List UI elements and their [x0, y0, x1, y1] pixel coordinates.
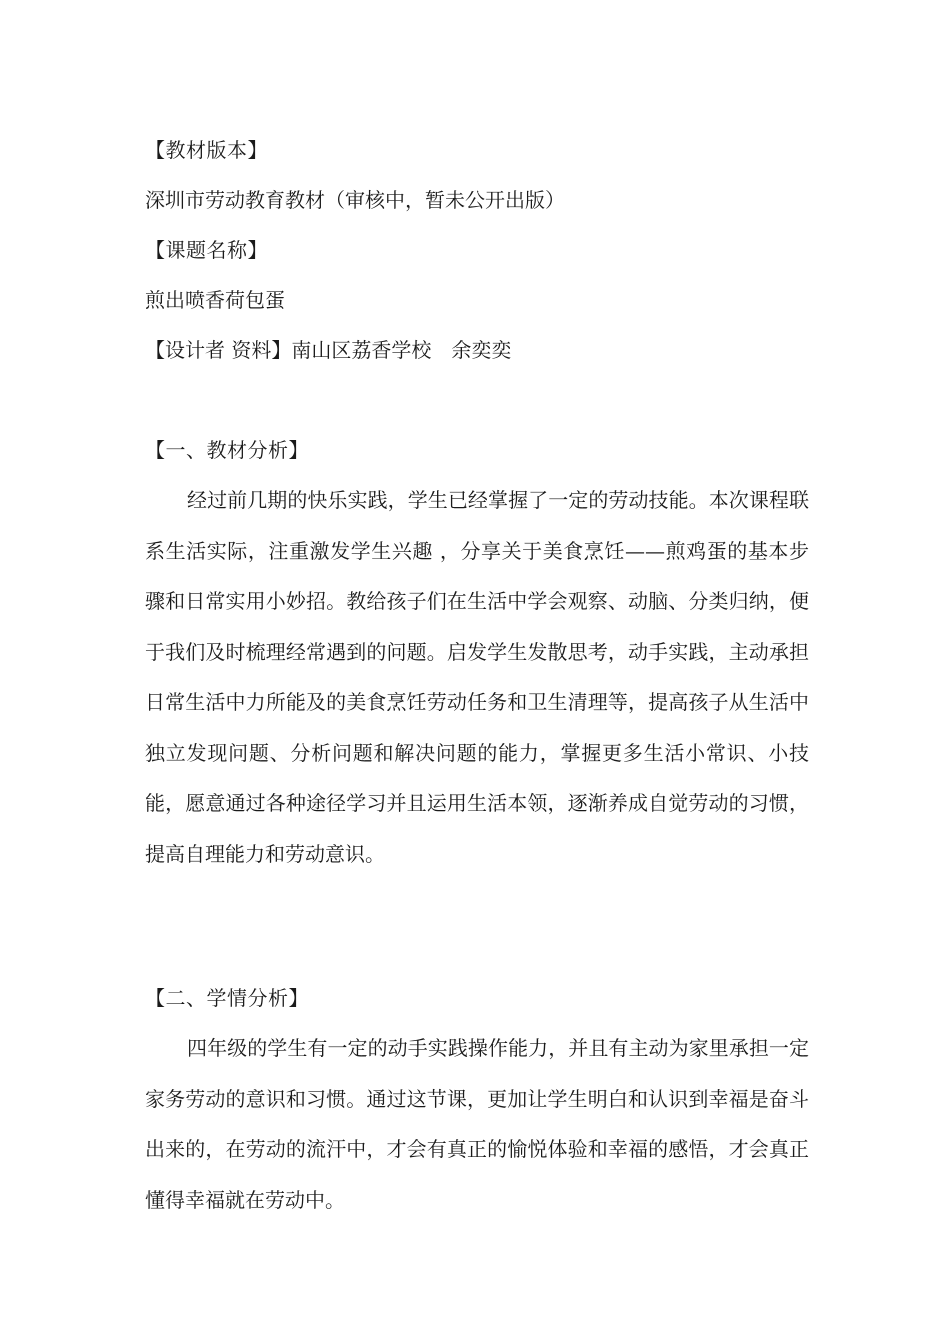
designer-info: 【设计者 资料】南山区荔香学校 余奕奕	[145, 338, 512, 362]
edition-label: 【教材版本】	[145, 138, 268, 162]
edition-value: 深圳市劳动教育教材（审核中，暂未公开出版）	[145, 188, 565, 212]
section-heading-student-analysis: 【二、学情分析】	[145, 986, 309, 1010]
section-heading-textbook-analysis: 【一、教材分析】	[145, 438, 309, 462]
topic-value: 煎出喷香荷包蛋	[145, 288, 285, 312]
topic-label: 【课题名称】	[145, 238, 268, 262]
section-body-student-analysis: 四年级的学生有一定的动手实践操作能力，并且有主动为家里承担一定家务劳动的意识和习惯。通过这节课，更加让学生明白和认识到幸福是奋斗出来的，在劳动的流汗中，才会有真正的愉悦体验和幸福的感悟，才会真正懂得幸福就在劳动中。	[145, 1036, 809, 1212]
section-body-textbook-analysis: 经过前几期的快乐实践，学生已经掌握了一定的劳动技能。本次课程联系生活实际，注重激发学生兴趣 ，分享关于美食烹饪——煎鸡蛋的基本步骤和日常实用小妙招。教给孩子们在生活中学会观察、动脑、分类归纳，便于我们及时梳理经常遇到的问题。启发学生发散思考，动手实践，主动承担日常生活中力所能及的美食烹饪劳动任务和卫生清理等，提高孩子从生活中独立发现问题、分析问题和解决问题的能力，掌握更多生活小常识、小技能，愿意通过各种途径学习并且运用生活本领，逐渐养成自觉劳动的习惯，提高自理能力和劳动意识。	[145, 488, 809, 866]
